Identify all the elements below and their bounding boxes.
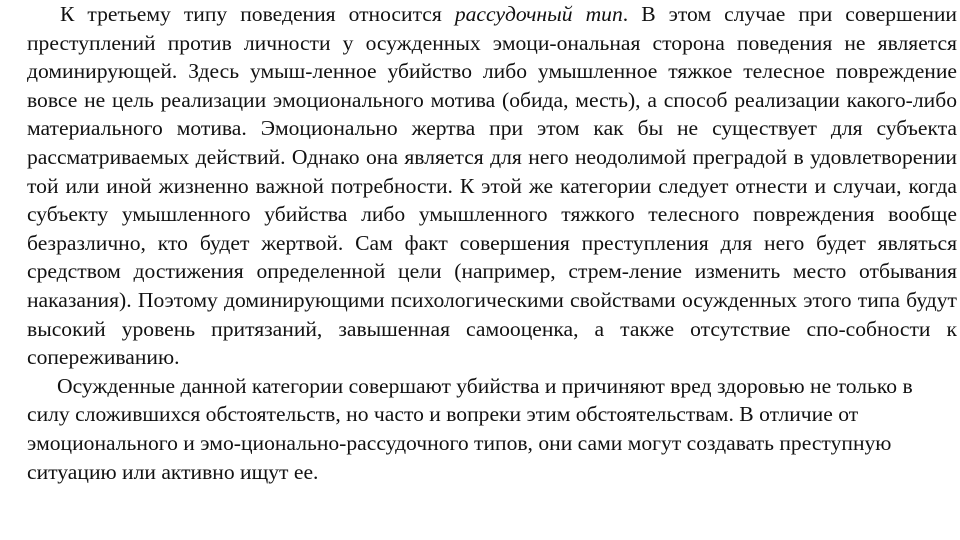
paragraph-2: Осужденные данной категории совершают убийства и причиняют вред здоровью не только в силу сложившихся обстоятельств, но часто и вопреки этим обстоятельствам. В отличие от эмоционального и эмо-ционально-рассудочного типов, они сами могут создавать преступную ситуацию или активно ищут ее. [27,373,913,484]
paragraph-1-rest: . В этом случае при совершении преступлений против личности у осужденных эмоци-ональная сторона поведения не является доминирующей. Здесь умыш-ленное убийство либо умышленное тяжкое телесное повреждение вовсе не цель реализации эмоционального мотива (обида, месть), а способ реализации какого-либо материального мотива. Эмоционально жертва при этом как бы не существует для субъекта рассматриваемых действий. Однако она является для него неодолимой преградой в удовлетворении той или иной жизненно важной потребности. К этой же категории следует отнести и случаи, когда субъекту умышленного убийства либо умышленного тяжкого телесного повреждения вообще безразлично, кто будет жертвой. Сам факт совершения преступления для него будет являться средством достижения определенной цели (например, стрем-ление изменить место отбывания наказания). Поэтому доминирующими психологическими свойствами осужденных этого типа будут высокий уровень притязаний, завышенная самооценка, а также отсутствие спо-собности к сопереживанию. [27,2,957,370]
paragraph-1 [27,0,957,372]
paragraph-1-lead: К третьему типу поведения относится [60,2,442,26]
paragraph-1-emphasis: рассудочный тип [454,2,623,26]
document-page [27,0,957,486]
